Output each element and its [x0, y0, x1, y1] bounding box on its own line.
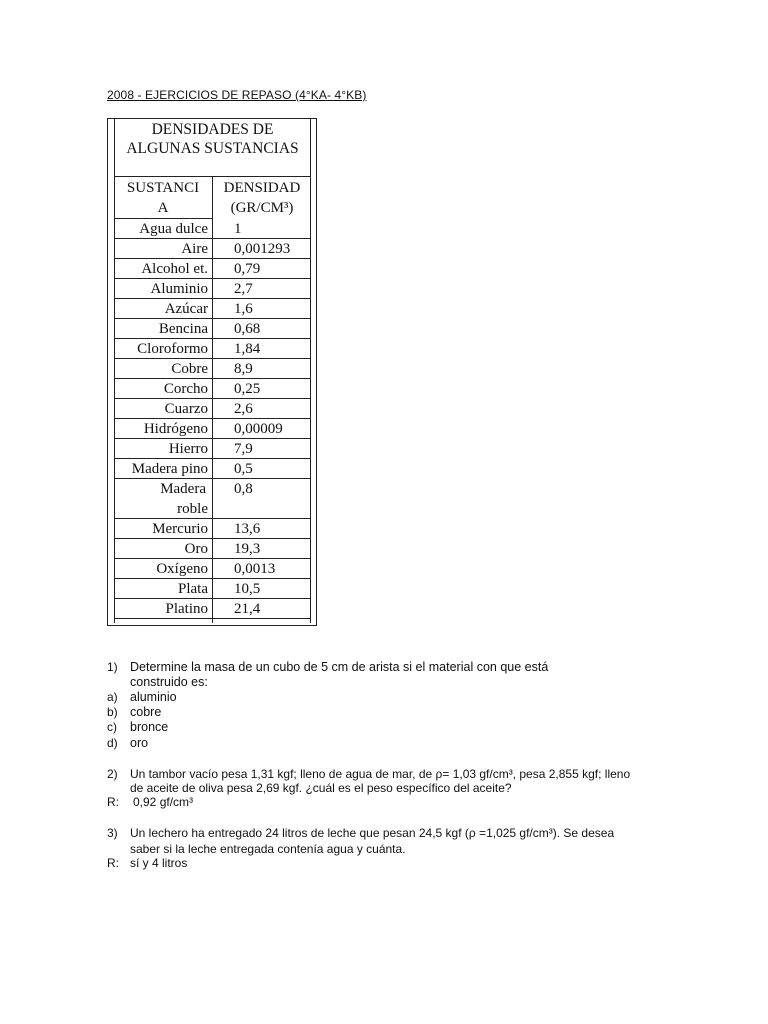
table-cell-substance: Aluminio: [150, 281, 208, 297]
table-cell-substance: Aire: [181, 241, 208, 257]
table-cell-density: 2,6: [234, 401, 253, 417]
q1-number: 1): [107, 660, 118, 674]
table-cell-density: 19,3: [234, 541, 261, 557]
row-divider: [114, 618, 311, 619]
q2-text-line1: Un tambor vacío pesa 1,31 kgf; lleno de agua de mar, de ρ= 1,03 gf/cm³, pesa 2,855 kgf; lleno: [130, 767, 631, 781]
table-cell-density: 0,001293: [234, 241, 291, 257]
table-cell-substance-line1: Madera: [160, 481, 206, 497]
table-column-divider: [212, 176, 213, 623]
table-cell-density: 1,84: [234, 341, 261, 357]
q1-option-d-letter: d): [107, 736, 118, 750]
q3-answer-label: R:: [107, 856, 119, 870]
table-cell-substance: Agua dulce: [139, 221, 208, 237]
q1-option-a-letter: a): [107, 690, 118, 704]
table-title-line1: DENSIDADES DE: [151, 121, 274, 138]
col-header-sustancia: [114, 178, 212, 218]
table-cell-substance: Alcohol et.: [141, 261, 208, 277]
table-cell-substance-line2: roble: [177, 501, 208, 517]
table-cell-substance: Cuarzo: [164, 401, 208, 417]
q1-option-b-letter: b): [107, 705, 118, 719]
q1-option-a-text: aluminio: [130, 690, 177, 704]
table-cell-substance: Platino: [165, 601, 208, 617]
table-cell-substance: Mercurio: [152, 521, 208, 537]
col-header-sustancia-line2: A: [157, 200, 169, 216]
table-cell-density: 10,5: [234, 581, 261, 597]
table-cell-substance: Oxígeno: [156, 561, 208, 577]
table-cell-density: 1,6: [234, 301, 253, 317]
table-cell-substance: Cobre: [171, 361, 208, 377]
table-cell-substance: Cloroformo: [137, 341, 208, 357]
table-cell-density: 7,9: [234, 441, 253, 457]
q1-text-line1: Determine la masa de un cubo de 5 cm de arista si el material con que está: [130, 660, 549, 674]
table-cell-density: 0,00009: [234, 421, 283, 437]
q1-option-b-text: cobre: [130, 705, 162, 719]
table-cell-substance: Hidrógeno: [143, 421, 208, 437]
q3-text-line1: Un lechero ha entregado 24 litros de leche que pesan 24,5 kgf (ρ =1,025 gf/cm³). Se desea: [130, 826, 615, 840]
table-cell-density: 0,5: [234, 461, 253, 477]
table-cell-substance: Plata: [178, 581, 208, 597]
q2-answer: 0,92 gf/cm³: [133, 795, 194, 809]
table-cell-density: 21,4: [234, 601, 261, 617]
q2-text-line2: de aceite de oliva pesa 2,69 kgf. ¿cuál es el peso específico del aceite?: [130, 781, 512, 795]
q3-text-line2: saber si la leche entregada contenía agua y cuánta.: [130, 842, 406, 856]
q1-option-c-text: bronce: [130, 720, 169, 734]
col-header-sustancia-line1: SUSTANCI: [126, 180, 200, 196]
table-cell-density: 0,79: [234, 261, 261, 277]
table-cell-substance: Oro: [184, 541, 208, 557]
table-title-line2: ALGUNAS SUSTANCIAS: [126, 140, 299, 157]
q1-text-line2: construido es:: [130, 675, 208, 689]
table-cell-density: 0,0013: [234, 561, 276, 577]
table-cell-density: 13,6: [234, 521, 261, 537]
table-cell-substance: Hierro: [168, 441, 208, 457]
table-cell-density: 0,8: [234, 481, 253, 497]
q2-answer-label: R:: [107, 795, 119, 809]
page-heading: 2008 - EJERCICIOS DE REPASO (4°KA- 4°KB): [107, 88, 367, 102]
q2-number: 2): [107, 767, 118, 781]
table-cell-substance: Corcho: [163, 381, 208, 397]
table-cell-substance: Madera pino: [131, 461, 208, 477]
table-cell-substance: [114, 479, 208, 519]
table-cell-substance: Bencina: [158, 321, 208, 337]
table-cell-density: 8,9: [234, 361, 253, 377]
table-cell-density: 0,25: [234, 381, 261, 397]
col-header-densidad-line1: DENSIDAD: [223, 180, 301, 196]
table-cell-density: 0,68: [234, 321, 261, 337]
col-header-densidad-line2: (GR/CM³): [230, 200, 294, 216]
col-header-densidad: [213, 178, 311, 218]
q1-option-d-text: oro: [130, 736, 149, 750]
table-cell-substance: Azúcar: [164, 301, 208, 317]
q3-number: 3): [107, 826, 118, 840]
q1-option-c-letter: c): [107, 720, 117, 734]
table-cell-density: 1: [234, 221, 242, 237]
q3-answer: sí y 4 litros: [130, 856, 188, 870]
table-cell-density: 2,7: [234, 281, 253, 297]
table-title: [114, 120, 311, 160]
